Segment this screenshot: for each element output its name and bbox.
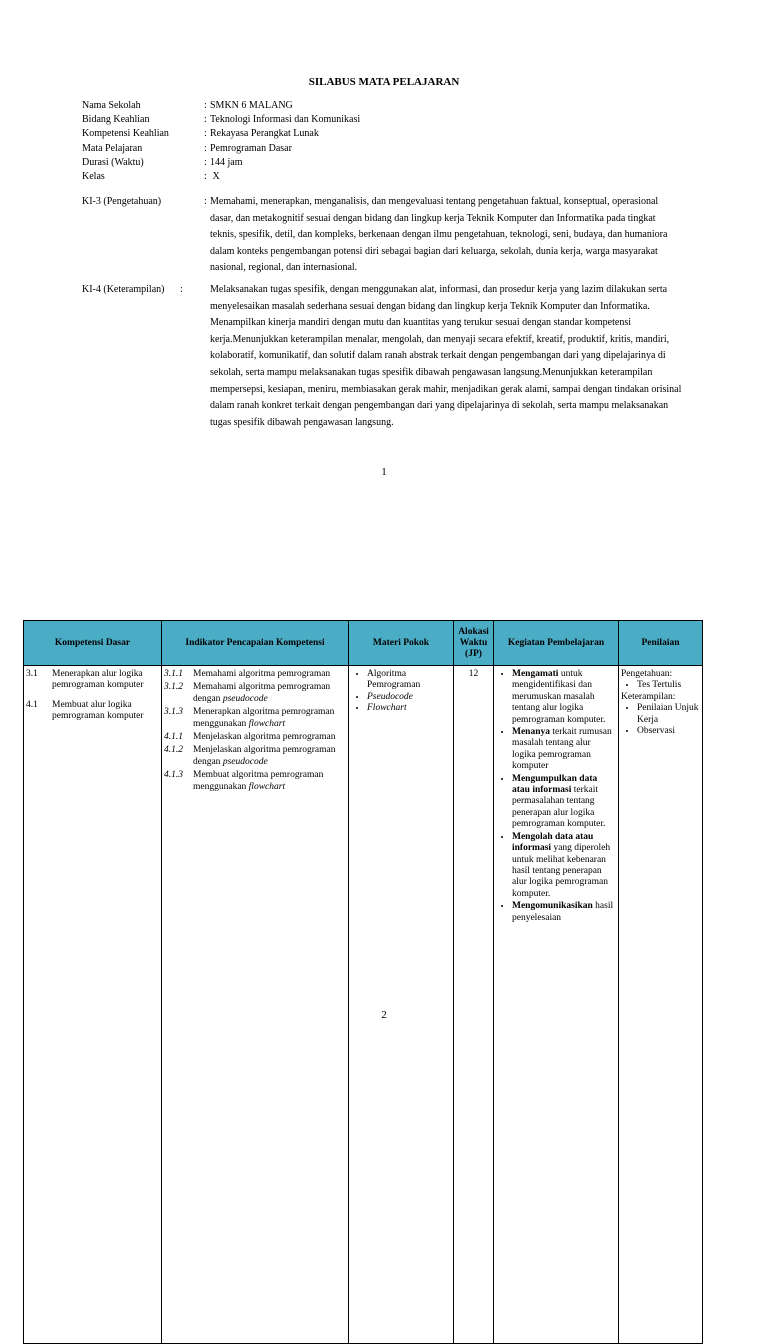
page-number-2: 2 <box>381 1009 387 1021</box>
page-title: SILABUS MATA PELAJARAN <box>308 76 460 88</box>
ki4-label: KI-4 (Keterampilan) <box>82 284 165 295</box>
info-row <box>82 156 682 170</box>
kd-text: Menerapkan alur logika pemrograman komputer <box>52 669 144 691</box>
indikator-text: Memahami algoritma pemrograman dengan <box>193 682 331 704</box>
kd-number: 4.1 <box>26 699 38 710</box>
kd-item <box>26 700 159 723</box>
indikator-text: Menerapkan algoritma pemrograman menggunakan <box>193 707 335 729</box>
indikator-item <box>164 707 346 730</box>
info-colon: : <box>204 100 207 111</box>
syllabus-table <box>23 620 703 1344</box>
materi-italic: Flowchart <box>367 703 407 714</box>
info-value: Teknologi Informasi dan Komunikasi <box>210 114 361 126</box>
info-value: Pemrograman Dasar <box>210 142 292 154</box>
penilaian-item: • Penilaian Unjuk Kerja <box>637 703 700 726</box>
materi-italic: Pseudocode <box>367 691 413 702</box>
info-row <box>82 99 682 113</box>
ki4-row <box>82 282 682 431</box>
indikator-italic: flowchart <box>248 781 286 792</box>
indikator-number: 4.1.1 <box>164 732 183 743</box>
ki3-colon: : <box>204 196 207 207</box>
cell-indikator <box>162 666 349 1344</box>
header-indikator: Indikator Pencapaian Kompetensi <box>162 621 349 666</box>
indikator-number: 3.1.3 <box>164 707 183 718</box>
kegiatan-text: yang diperoleh untuk melihat kebenaran hasil tentang penerapan alur logika pemrograman komputer. <box>512 843 611 899</box>
kd-number: 3.1 <box>26 669 38 679</box>
info-label: Kelas <box>82 171 105 183</box>
info-colon: : <box>204 114 207 126</box>
kegiatan-item <box>512 832 616 900</box>
indikator-number: 3.1.2 <box>164 682 183 693</box>
info-value: SMKN 6 MALANG <box>210 100 293 111</box>
indikator-item <box>164 669 346 680</box>
penilaian-item: • Tes Tertulis <box>637 680 700 691</box>
ki4-text: Melaksanakan tugas spesifik, dengan menggunakan alat, informasi, dan prosedur kerja yang lazim dilakukan serta menyelesaikan masalah sederhana sesuai dengan bidang dan lingkup kerja Teknik Komputer dan Informatika. Menampilkan kinerja mandiri dengan mutu dan kuantitas yang terukur sesuai dengan standar kompetensi kerja.Menunjukkan keterampilan menalar, mengolah, dan menyaji secara efektif, kreatif, produktif, kritis, mandiri, kolaboratif, komunikatif, dan solutif dalam ranah abstrak terkait dengan pengembangan dari yang dipelajarinya di sekolah, serta mampu melaksanakan tugas spesifik dibawah pengawasan langsung.Menunjukkan keterampilan mempersepsi, kesiapan, meniru, membiasakan gerak mahir, menjadikan gerak alami, sampai dengan tindakan orisinal dalam ranah konkret terkait dengan pengembangan dari yang dipelajarinya di sekolah, serta mampu melaksanakan tugas spesifik dibawah pengawasan langsung. <box>210 284 682 428</box>
kegiatan-item <box>512 774 616 831</box>
cell-kegiatan <box>494 666 619 1344</box>
info-block <box>82 99 682 184</box>
info-label: Mata Pelajaran <box>82 142 143 154</box>
indikator-text: Membuat algoritma pemrograman menggunakan <box>193 770 324 792</box>
page-number-1: 1 <box>381 466 387 478</box>
indikator-italic: pseudocode <box>222 693 268 704</box>
ki3-label: KI-3 (Pengetahuan) <box>82 196 162 207</box>
kegiatan-text: terkait permasalahan tentang penerapan alur logika pemrograman komputer. <box>512 785 606 830</box>
indikator-number: 4.1.3 <box>164 770 183 781</box>
indikator-text: Menjelaskan algoritma pemrograman <box>193 732 336 743</box>
materi-item <box>367 692 451 703</box>
info-row <box>82 170 682 184</box>
materi-item <box>367 703 451 714</box>
kegiatan-text: untuk mengidentifikasi dan merumuskan masalah tentang alur logika pemrograman komputer. <box>512 669 606 725</box>
ki4-colon: : <box>180 284 183 295</box>
info-label: Nama Sekolah <box>82 100 141 111</box>
kd-item <box>26 669 159 692</box>
header-kompetensi-dasar: Kompetensi Dasar <box>24 621 162 666</box>
indikator-number: 4.1.2 <box>164 745 183 756</box>
info-value: X <box>210 171 220 183</box>
kegiatan-text: terkait rumusan masalah tentang alur logika pemrograman komputer <box>512 727 612 772</box>
info-colon: : <box>204 128 207 140</box>
table-row <box>24 666 703 1344</box>
kegiatan-bold: Mengumpulkan data atau informasi <box>512 773 598 796</box>
indikator-number: 3.1.1 <box>164 669 183 679</box>
header-penilaian: Penilaian <box>619 621 703 666</box>
cell-kompetensi-dasar <box>24 666 162 1344</box>
info-label: Kompetensi Keahlian <box>82 128 169 140</box>
kegiatan-bold: Mengomunikasikan <box>512 901 593 912</box>
kegiatan-bold: Mengamati <box>512 669 559 679</box>
header-kegiatan: Kegiatan Pembelajaran <box>494 621 619 666</box>
indikator-italic: flowchart <box>248 718 286 729</box>
kd-text: Membuat alur logika pemrograman komputer <box>52 699 144 722</box>
header-alokasi-waktu: Alokasi Waktu (JP) <box>454 621 494 666</box>
penilaian-item: • Observasi <box>637 726 700 737</box>
kegiatan-item <box>512 901 616 924</box>
indikator-text: Menjelaskan algoritma pemrograman dengan <box>193 745 336 767</box>
penilaian-heading: Keterampilan: <box>621 691 676 702</box>
kegiatan-item <box>512 727 616 773</box>
info-colon: : <box>204 171 207 183</box>
ki3-row <box>82 194 682 277</box>
info-row <box>82 113 682 127</box>
info-row <box>82 142 682 156</box>
info-value: 144 jam <box>210 156 243 168</box>
kegiatan-bold: Mengolah data atau informasi <box>512 831 594 854</box>
indikator-item <box>164 682 346 705</box>
kegiatan-bold: Menanya <box>512 727 550 738</box>
ki3-text: Memahami, menerapkan, menganalisis, dan mengevaluasi tentang pengetahuan faktual, konseptual, operasional dasar, dan metakognitif sesuai dengan bidang dan lingkup kerja Teknik Komputer dan Informatika pada tingkat teknis, spesifik, detil, dan kompleks, berkenaan dengan ilmu pengetahuan, teknologi, seni, budaya, dan humaniora dalam konteks pengembangan potensi diri sebagai bagian dari keluarga, sekolah, dunia kerja, warga masyarakat nasional, regional, dan internasional. <box>210 196 668 274</box>
table-header-row <box>24 621 703 666</box>
header-materi-pokok: Materi Pokok <box>349 621 454 666</box>
info-label: Durasi (Waktu) <box>82 156 144 168</box>
indikator-text: Memahami algoritma pemrograman <box>193 669 331 679</box>
info-colon: : <box>204 156 207 168</box>
info-value: Rekayasa Perangkat Lunak <box>210 128 319 140</box>
cell-materi-pokok <box>349 666 454 1344</box>
kegiatan-item <box>512 669 616 726</box>
cell-alokasi-waktu: 12 <box>454 666 494 1344</box>
penilaian-heading: Pengetahuan: <box>621 669 673 679</box>
indikator-item <box>164 770 346 793</box>
info-row <box>82 127 682 141</box>
cell-penilaian <box>619 666 703 1344</box>
info-colon: : <box>204 142 207 154</box>
indikator-item <box>164 732 346 743</box>
info-label: Bidang Keahlian <box>82 114 150 126</box>
kegiatan-text: hasil penyelesaian <box>512 901 614 923</box>
indikator-item <box>164 745 346 768</box>
materi-item: • Algoritma Pemrograman <box>367 669 451 692</box>
indikator-italic: pseudocode <box>222 756 268 767</box>
